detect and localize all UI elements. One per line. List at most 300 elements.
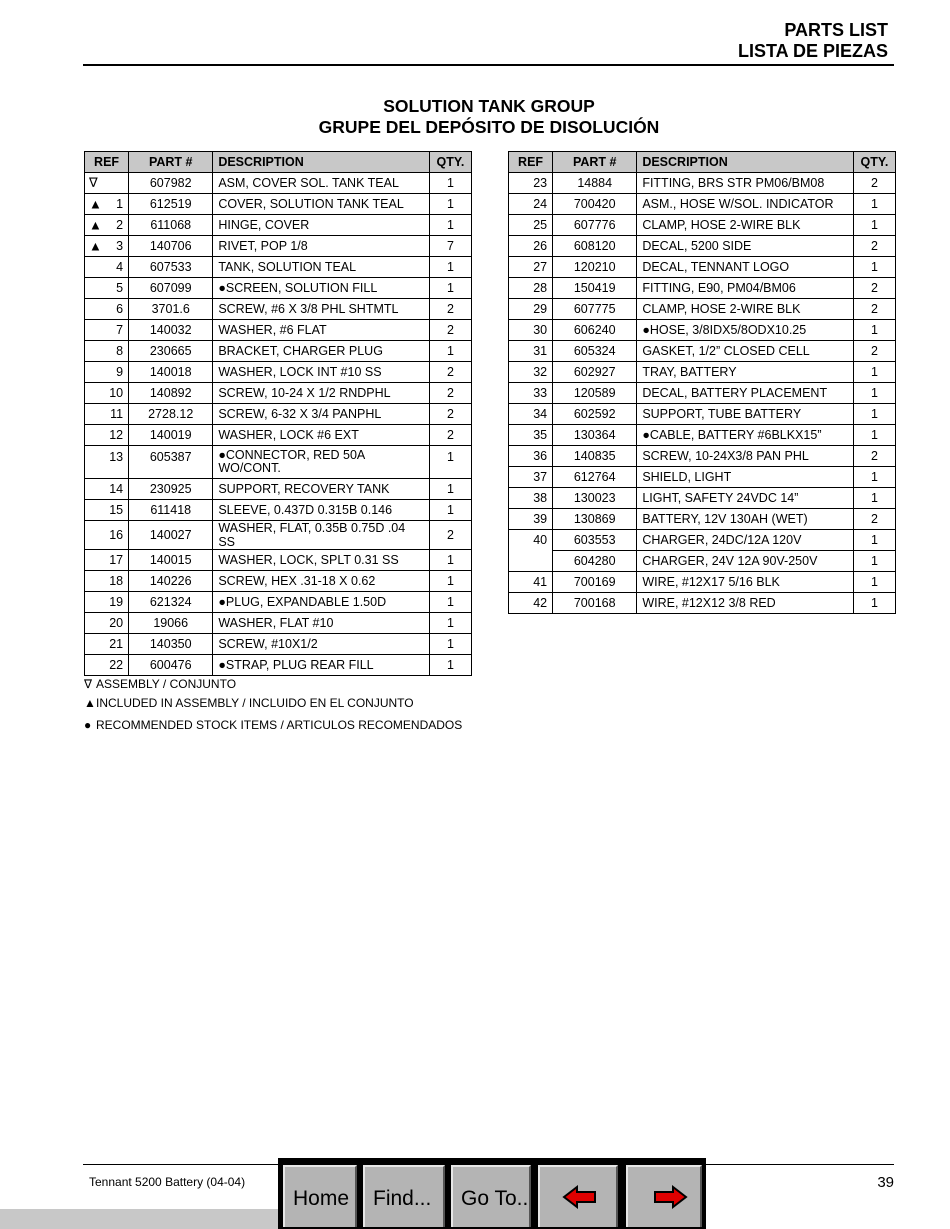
table-row: [509, 299, 896, 320]
part-number: 700168: [553, 593, 637, 614]
table-row: [85, 634, 472, 655]
description-text: COVER, SOLUTION TANK TEAL: [218, 197, 404, 211]
ref-cell: [509, 194, 553, 215]
quantity: 1: [853, 593, 895, 614]
table-row: [85, 592, 472, 613]
table-row: [509, 362, 896, 383]
assembly-icon: ∇: [84, 677, 93, 691]
description-text: WASHER, FLAT, 0.35B 0.75D .04 SS: [218, 521, 406, 549]
page-number: 39: [877, 1174, 894, 1191]
quantity: 1: [429, 479, 471, 500]
description: [213, 383, 430, 404]
ref-cell: [509, 467, 553, 488]
table-row: [509, 257, 896, 278]
ref-number: 26: [533, 239, 548, 253]
quantity: 1: [429, 257, 471, 278]
quantity: 1: [429, 571, 471, 592]
ref-number: 12: [109, 428, 124, 442]
ref-number: 25: [533, 218, 548, 232]
part-number: 140032: [129, 320, 213, 341]
section-title-es: GRUPE DEL DEPÓSITO DE DISOLUCIÓN: [318, 117, 660, 137]
description-text: DECAL, BATTERY PLACEMENT: [642, 386, 828, 400]
table-row: [85, 194, 472, 215]
quantity: 1: [429, 655, 471, 676]
description-text: HINGE, COVER: [218, 218, 310, 232]
ref-cell: [509, 341, 553, 362]
table-row: [85, 257, 472, 278]
quantity: 1: [429, 446, 471, 479]
ref-cell: [85, 194, 129, 215]
prev-page-button[interactable]: [538, 1165, 618, 1227]
table-row: [509, 320, 896, 341]
ref-number: 30: [533, 323, 548, 337]
col-qty-header: QTY.: [853, 152, 895, 173]
ref-cell: [509, 551, 553, 572]
description: [213, 550, 430, 571]
ref-cell: [509, 278, 553, 299]
part-number: 604280: [553, 551, 637, 572]
description-text-2: WO/CONT.: [218, 461, 281, 475]
ref-number: 4: [116, 260, 124, 274]
quantity: 2: [429, 299, 471, 320]
table-row: [85, 479, 472, 500]
description-text: WASHER, LOCK INT #10 SS: [218, 365, 382, 379]
quantity: 2: [853, 509, 895, 530]
part-number: 140226: [129, 571, 213, 592]
quantity: 2: [853, 446, 895, 467]
table-row: [85, 341, 472, 362]
home-button[interactable]: [283, 1165, 357, 1227]
description: [213, 446, 430, 479]
description-text: WIRE, #12X17 5/16 BLK: [642, 575, 780, 589]
ref-cell: [85, 500, 129, 521]
ref-cell: [509, 215, 553, 236]
description: [637, 446, 854, 467]
ref-number: 14: [109, 482, 124, 496]
quantity: 1: [429, 613, 471, 634]
description-text: FITTING, E90, PM04/BM06: [642, 281, 796, 295]
description-text: ●CONNECTOR, RED 50A: [218, 448, 366, 462]
triangle-icon: ▲: [89, 196, 102, 212]
table-row: [509, 194, 896, 215]
part-number: 2728.12: [129, 404, 213, 425]
ref-number: 20: [109, 616, 124, 630]
parts-table-left: [84, 151, 472, 676]
description-text: CHARGER, 24DC/12A 120V: [642, 533, 802, 547]
ref-number: 9: [116, 365, 124, 379]
description-text: ●CABLE, BATTERY #6BLKX15”: [642, 428, 822, 442]
ref-number: 8: [116, 344, 124, 358]
ref-number: 36: [533, 449, 548, 463]
legend-assembly-text: ASSEMBLY / CONJUNTO: [96, 677, 237, 691]
description-text: TRAY, BATTERY: [642, 365, 737, 379]
col-ref-header: REF: [509, 152, 553, 173]
part-number: 140027: [129, 521, 213, 550]
description: [213, 479, 430, 500]
description: [637, 299, 854, 320]
quantity: 1: [429, 215, 471, 236]
ref-number: 42: [533, 596, 548, 610]
description: [213, 194, 430, 215]
ref-number: 31: [533, 344, 548, 358]
ref-number: 6: [116, 302, 124, 316]
ref-cell: [85, 592, 129, 613]
description-text: SHIELD, LIGHT: [642, 470, 732, 484]
description-text: ASM, COVER SOL. TANK TEAL: [218, 176, 399, 190]
part-number: 603553: [553, 530, 637, 551]
description: [213, 257, 430, 278]
part-number: 130869: [553, 509, 637, 530]
bullet-icon: ●: [84, 718, 92, 732]
part-number: 605324: [553, 341, 637, 362]
description-text: ●HOSE, 3/8IDX5/8ODX10.25: [642, 323, 807, 337]
description-text: WASHER, #6 FLAT: [218, 323, 327, 337]
description: [213, 500, 430, 521]
quantity: 1: [429, 550, 471, 571]
description: [213, 173, 430, 194]
description-text: SCREW, 10-24X3/8 PAN PHL: [642, 449, 809, 463]
description-text: RIVET, POP 1/8: [218, 239, 308, 253]
ref-number: 28: [533, 281, 548, 295]
find-button-label: Find...: [373, 1187, 432, 1210]
description-text: FITTING, BRS STR PM06/BM08: [642, 176, 825, 190]
description: [637, 236, 854, 257]
ref-number: 11: [110, 407, 124, 421]
quantity: 1: [853, 194, 895, 215]
table-row: [85, 550, 472, 571]
ref-cell: [509, 299, 553, 320]
parts-table-right: [508, 151, 896, 614]
nav-bar: [278, 1158, 706, 1229]
description: [637, 173, 854, 194]
ref-cell: [85, 173, 129, 194]
table-row: [509, 215, 896, 236]
table-row: [509, 551, 896, 572]
table-row: [509, 488, 896, 509]
description: [637, 278, 854, 299]
description: [637, 362, 854, 383]
quantity: 1: [429, 194, 471, 215]
ref-number: 32: [533, 365, 548, 379]
next-page-button[interactable]: [626, 1165, 702, 1227]
description: [637, 257, 854, 278]
description: [637, 320, 854, 341]
part-number: 140835: [553, 446, 637, 467]
ref-cell: [509, 509, 553, 530]
description-text: SCREW, 10-24 X 1/2 RNDPHL: [218, 386, 391, 400]
table-row: [85, 655, 472, 676]
quantity: 2: [429, 362, 471, 383]
ref-cell: [85, 446, 129, 479]
quantity: 2: [853, 341, 895, 362]
col-desc-header: DESCRIPTION: [637, 152, 854, 173]
ref-number: 16: [109, 528, 124, 542]
ref-cell: [85, 404, 129, 425]
col-ref-header: REF: [85, 152, 129, 173]
part-number: 140350: [129, 634, 213, 655]
description: [637, 341, 854, 362]
ref-number: 21: [109, 637, 124, 651]
ref-number: 19: [109, 595, 124, 609]
description: [637, 404, 854, 425]
part-number: 130023: [553, 488, 637, 509]
ref-cell: [509, 425, 553, 446]
description: [213, 521, 430, 550]
ref-number: 35: [533, 428, 548, 442]
quantity: 2: [853, 173, 895, 194]
part-number: 611418: [129, 500, 213, 521]
col-part-header: PART #: [129, 152, 213, 173]
left-arrow-icon: [562, 1185, 600, 1209]
ref-cell: [509, 404, 553, 425]
ref-number: 18: [109, 574, 124, 588]
table-row: [509, 404, 896, 425]
quantity: 2: [429, 404, 471, 425]
description-text: BATTERY, 12V 130AH (WET): [642, 512, 808, 526]
description: [637, 488, 854, 509]
table-row: [85, 383, 472, 404]
ref-number: 17: [109, 553, 124, 567]
part-number: 612519: [129, 194, 213, 215]
part-number: 607776: [553, 215, 637, 236]
description-text: WASHER, FLAT #10: [218, 616, 334, 630]
table-row: [509, 509, 896, 530]
ref-cell: [85, 613, 129, 634]
description-text: CHARGER, 24V 12A 90V-250V: [642, 554, 818, 568]
table-row: [509, 383, 896, 404]
quantity: 1: [853, 383, 895, 404]
part-number: 612764: [553, 467, 637, 488]
description-text: SCREW, HEX .31-18 X 0.62: [218, 574, 376, 588]
quantity: 1: [429, 278, 471, 299]
ref-cell: [85, 257, 129, 278]
ref-cell: [85, 236, 129, 257]
quantity: 1: [853, 404, 895, 425]
ref-number: 40: [533, 533, 548, 548]
part-number: 230665: [129, 341, 213, 362]
ref-number: 10: [109, 386, 124, 400]
ref-cell: [509, 446, 553, 467]
ref-cell: [85, 362, 129, 383]
description: [637, 572, 854, 593]
ref-cell: [509, 236, 553, 257]
ref-cell: [85, 479, 129, 500]
triangle-icon: ▲: [84, 696, 96, 710]
description: [213, 215, 430, 236]
table-row: [85, 299, 472, 320]
table-row: [509, 530, 896, 551]
description-text: CLAMP, HOSE 2-WIRE BLK: [642, 218, 801, 232]
ref-number: 34: [533, 407, 548, 421]
quantity: 2: [429, 521, 471, 550]
ref-cell: [509, 320, 553, 341]
table-row: [85, 521, 472, 550]
ref-cell: [85, 341, 129, 362]
part-number: 140706: [129, 236, 213, 257]
description: [213, 299, 430, 320]
ref-cell: [85, 634, 129, 655]
ref-cell: [509, 593, 553, 614]
quantity: 1: [853, 467, 895, 488]
part-number: 607533: [129, 257, 213, 278]
description: [213, 236, 430, 257]
description-text: SLEEVE, 0.437D 0.315B 0.146: [218, 503, 393, 517]
ref-number: 39: [533, 512, 548, 526]
ref-cell: [85, 655, 129, 676]
ref-number: 33: [533, 386, 548, 400]
description-text: ASM., HOSE W/SOL. INDICATOR: [642, 197, 834, 211]
table-row: [509, 572, 896, 593]
part-number: 621324: [129, 592, 213, 613]
part-number: 607982: [129, 173, 213, 194]
quantity: 7: [429, 236, 471, 257]
ref-number: 38: [533, 491, 548, 505]
section-title: [0, 96, 950, 138]
ref-cell: [85, 521, 129, 550]
quantity: 1: [853, 425, 895, 446]
ref-cell: [85, 571, 129, 592]
table-row: [85, 215, 472, 236]
table-row: [509, 446, 896, 467]
table-row: [85, 613, 472, 634]
ref-number: 23: [533, 176, 548, 190]
part-number: 150419: [553, 278, 637, 299]
part-number: 607099: [129, 278, 213, 299]
ref-number: 2: [116, 218, 124, 232]
col-desc-header: DESCRIPTION: [213, 152, 430, 173]
part-number: 606240: [553, 320, 637, 341]
description: [213, 655, 430, 676]
part-number: 602927: [553, 362, 637, 383]
part-number: 120210: [553, 257, 637, 278]
ref-cell: [509, 362, 553, 383]
ref-cell: [85, 383, 129, 404]
description-text: TANK, SOLUTION TEAL: [218, 260, 357, 274]
assembly-icon: ∇: [89, 175, 98, 190]
quantity: 2: [853, 278, 895, 299]
ref-cell: [509, 572, 553, 593]
description-text: DECAL, TENNANT LOGO: [642, 260, 790, 274]
description: [213, 320, 430, 341]
description: [637, 530, 854, 551]
header-title-en: PARTS LIST: [784, 20, 888, 40]
part-number: 19066: [129, 613, 213, 634]
description-text: SCREW, 6-32 X 3/4 PANPHL: [218, 407, 382, 421]
description-text: WASHER, LOCK #6 EXT: [218, 428, 359, 442]
description-text: DECAL, 5200 SIDE: [642, 239, 752, 253]
description-text: SCREW, #6 X 3/8 PHL SHTMTL: [218, 302, 399, 316]
header-title-es: LISTA DE PIEZAS: [737, 41, 888, 61]
quantity: 1: [853, 257, 895, 278]
quantity: 1: [429, 592, 471, 613]
description-text: BRACKET, CHARGER PLUG: [218, 344, 383, 358]
description: [213, 634, 430, 655]
quantity: 1: [429, 500, 471, 521]
description-text: GASKET, 1/2” CLOSED CELL: [642, 344, 810, 358]
ref-number: 13: [109, 450, 124, 464]
table-row: [509, 593, 896, 614]
part-number: 600476: [129, 655, 213, 676]
ref-number: 27: [533, 260, 548, 274]
ref-cell: [85, 320, 129, 341]
part-number: 611068: [129, 215, 213, 236]
description: [213, 613, 430, 634]
part-number: 130364: [553, 425, 637, 446]
ref-number: 37: [533, 470, 548, 484]
quantity: 1: [853, 362, 895, 383]
goto-button[interactable]: [451, 1165, 531, 1227]
description: [637, 194, 854, 215]
quantity: 1: [429, 173, 471, 194]
table-row: [85, 500, 472, 521]
legend-included: [84, 696, 414, 710]
description: [637, 425, 854, 446]
table-row: [85, 173, 472, 194]
col-qty-header: QTY.: [429, 152, 471, 173]
description-text: SCREW, #10X1/2: [218, 637, 318, 651]
description-text: LIGHT, SAFETY 24VDC 14”: [642, 491, 799, 505]
description-text: WASHER, LOCK, SPLT 0.31 SS: [218, 553, 399, 567]
table-row: [509, 236, 896, 257]
legend-stock: [84, 718, 462, 732]
table-header-row: [509, 152, 896, 173]
table-row: [85, 320, 472, 341]
part-number: 3701.6: [129, 299, 213, 320]
ref-number: 29: [533, 302, 548, 316]
footer-doc-label: Tennant 5200 Battery (04-04): [89, 1175, 246, 1189]
description: [213, 341, 430, 362]
ref-number: 7: [116, 323, 124, 337]
table-row: [509, 278, 896, 299]
legend-assembly: [84, 677, 236, 691]
description-text: SUPPORT, RECOVERY TANK: [218, 482, 390, 496]
table-row: [509, 467, 896, 488]
quantity: 2: [853, 299, 895, 320]
triangle-icon: ▲: [89, 238, 102, 254]
quantity: 1: [853, 320, 895, 341]
quantity: 2: [429, 383, 471, 404]
description: [637, 551, 854, 572]
table-row: [85, 446, 472, 479]
ref-cell: [509, 383, 553, 404]
table-row: [85, 425, 472, 446]
table-row: [85, 404, 472, 425]
col-part-header: PART #: [553, 152, 637, 173]
description: [213, 404, 430, 425]
quantity: 1: [429, 634, 471, 655]
quantity: 2: [429, 425, 471, 446]
ref-cell: [509, 257, 553, 278]
part-number: 605387: [129, 446, 213, 479]
description: [213, 278, 430, 299]
ref-number: 24: [533, 197, 548, 211]
find-button[interactable]: [363, 1165, 445, 1227]
description: [213, 592, 430, 613]
ref-cell: [509, 530, 553, 551]
quantity: 1: [853, 215, 895, 236]
legend-included-text: INCLUDED IN ASSEMBLY / INCLUIDO EN EL CONJUNTO: [96, 696, 414, 710]
ref-cell: [85, 278, 129, 299]
table-row: [85, 236, 472, 257]
quantity: 1: [853, 551, 895, 572]
description: [637, 215, 854, 236]
ref-cell: [85, 215, 129, 236]
legend-stock-text: RECOMMENDED STOCK ITEMS / ARTICULOS RECOMENDADOS: [96, 718, 463, 732]
part-number: 120589: [553, 383, 637, 404]
section-title-en: SOLUTION TANK GROUP: [383, 96, 595, 116]
quantity: 1: [429, 341, 471, 362]
description-text: CLAMP, HOSE 2-WIRE BLK: [642, 302, 801, 316]
